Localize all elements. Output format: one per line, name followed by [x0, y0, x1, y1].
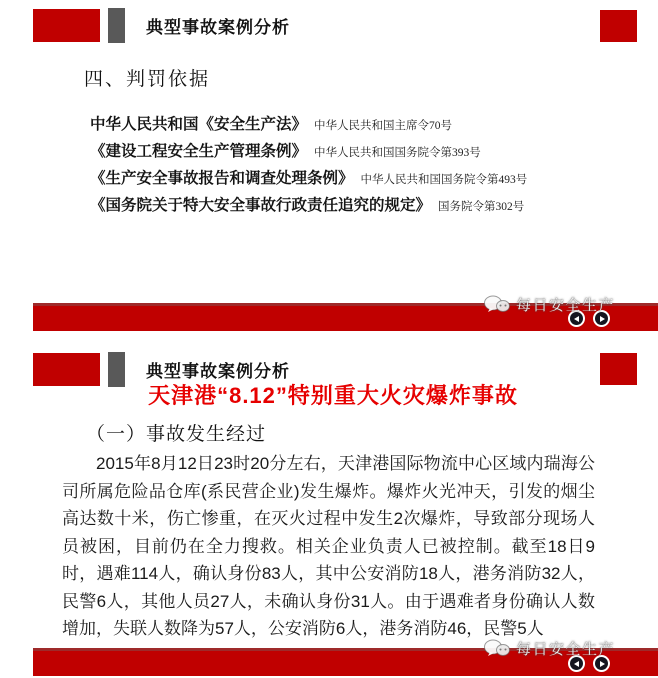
- law-name: 中华人民共和国《安全生产法》: [90, 116, 308, 133]
- slide1-watermark: [484, 294, 615, 315]
- slide2-watermark-text: 每日安全生产: [516, 641, 616, 658]
- law-name: 《建设工程安全生产管理条例》: [90, 143, 308, 160]
- slide1-section-title: 四、判罚依据: [84, 69, 211, 90]
- law-decree: 国务院令第302号: [438, 201, 525, 213]
- law-list: [90, 112, 527, 220]
- slide2-section-title: （一）事故发生经过: [86, 424, 267, 445]
- law-list-item: [90, 112, 527, 139]
- slide1-header-title: 典型事故案例分析: [146, 18, 290, 37]
- law-name: 《国务院关于特大安全事故行政责任追究的规定》: [90, 197, 432, 214]
- header-gray-block-decoration: [108, 8, 125, 43]
- law-decree: 中华人民共和国国务院令第493号: [360, 174, 528, 186]
- chat-bubbles-logo-icon: [484, 295, 512, 314]
- law-list-item: [90, 139, 527, 166]
- slide1-header: [33, 8, 290, 43]
- slide1-corner-red-decoration: [600, 10, 637, 42]
- law-name: 《生产安全事故报告和调查处理条例》: [90, 170, 354, 187]
- slide2-header-title: 典型事故案例分析: [146, 362, 290, 381]
- law-list-item: [90, 166, 527, 193]
- chat-bubbles-logo-icon: [484, 639, 512, 658]
- accident-title: 天津港“8.12”特别重大火灾爆炸事故: [148, 383, 518, 408]
- law-decree: 中华人民共和国国务院令第393号: [314, 147, 481, 159]
- accident-body-text: 2015年8月12日23时20分左右，天津港国际物流中心区域内瑞海公司所属危险品仓库(系民营企业)发生爆炸。爆炸火光冲天，引发的烟尘高达数十米，伤亡惨重，在灭火过程中发生2次爆炸，导致部分现场人员被困，目前仍在全力搜救。相关企业负责人已被控制。截至18日9时，遇难114人，确认身份83人，其中公安消防18人，港务消防32人，民警6人，其他人员27人，未确认身份31人。由于遇难者身份确认人数增加，失联人数降为57人，公安消防6人，港务消防46，民警5人: [62, 454, 595, 638]
- law-decree: 中华人民共和国主席令70号: [314, 120, 453, 132]
- header-red-block-decoration: [33, 9, 100, 42]
- slide2-watermark: [484, 638, 615, 659]
- law-list-item: [90, 193, 527, 220]
- slide1-watermark-text: 每日安全生产: [516, 297, 616, 314]
